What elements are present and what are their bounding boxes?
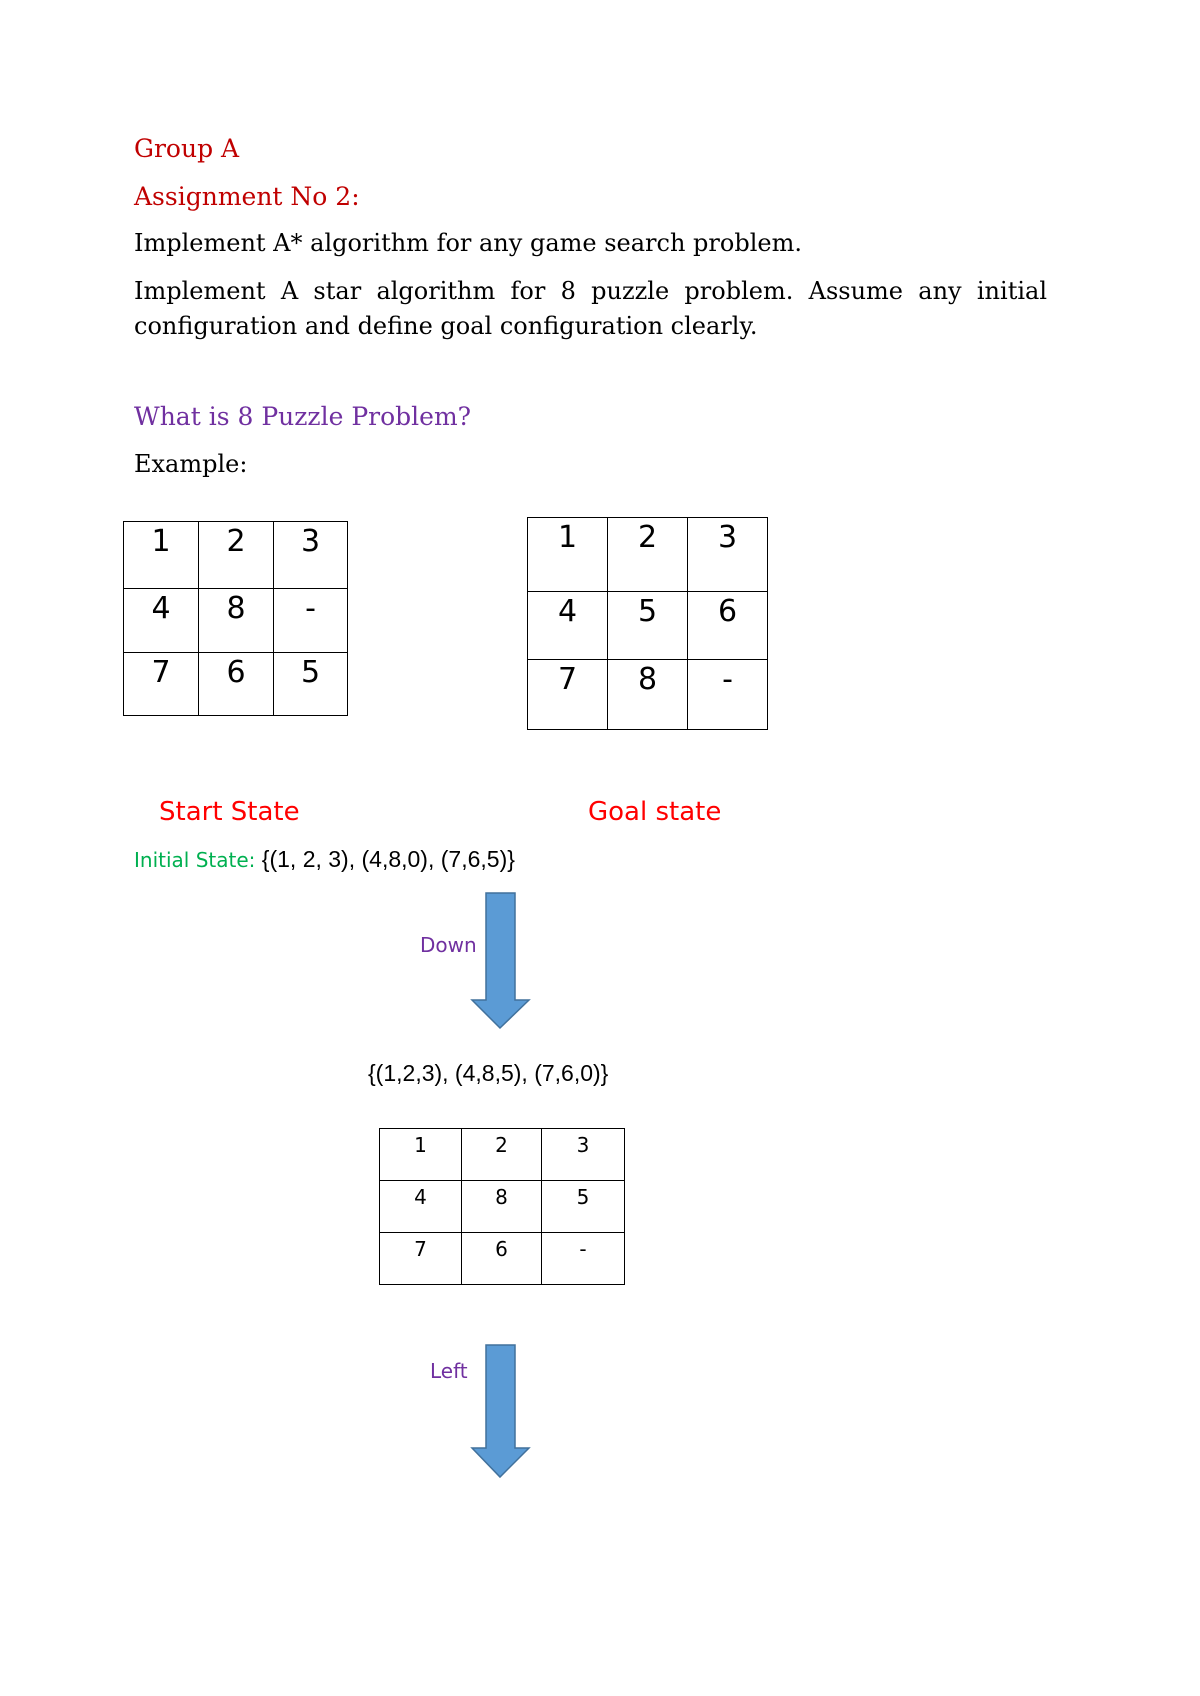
grid-cell: 1 [124, 522, 199, 589]
problem-statement-1: Implement A* algorithm for any game search problem. [134, 229, 802, 257]
grid-cell: 2 [608, 518, 688, 592]
next-state-grid [379, 1128, 625, 1285]
grid-cell: 5 [542, 1181, 625, 1233]
grid-cell: 4 [528, 592, 608, 660]
arrow-down-icon [470, 890, 532, 1032]
problem-statement-2: Implement A star algorithm for 8 puzzle problem. Assume any initial configuration and define goal configuration clearly. [134, 277, 1047, 340]
example-label: Example: [134, 450, 248, 478]
move-label-down: Down [420, 933, 477, 957]
group-heading: Group A [134, 134, 240, 163]
grid-cell: - [542, 1233, 625, 1285]
grid-cell: 7 [528, 660, 608, 730]
start-state-label: Start State [159, 797, 300, 827]
grid-cell: 4 [124, 589, 199, 653]
grid-cell: 2 [199, 522, 274, 589]
grid-cell: 1 [528, 518, 608, 592]
grid-cell: 4 [380, 1181, 462, 1233]
grid-cell: 6 [462, 1233, 542, 1285]
start-state-grid [123, 521, 348, 716]
next-state-tuple: {(1,2,3), (4,8,5), (7,6,0)} [368, 1060, 609, 1086]
grid-cell: 6 [199, 653, 274, 716]
initial-state-value: {(1, 2, 3), (4,8,0), (7,6,5)} [261, 846, 515, 872]
grid-cell: 6 [688, 592, 768, 660]
grid-cell: 2 [462, 1129, 542, 1181]
grid-cell: 8 [608, 660, 688, 730]
grid-cell: 7 [380, 1233, 462, 1285]
initial-state-label: Initial State: [134, 848, 256, 872]
arrow-down-icon [470, 1342, 532, 1482]
grid-cell: - [688, 660, 768, 730]
grid-cell: 5 [608, 592, 688, 660]
grid-cell: 8 [462, 1181, 542, 1233]
grid-cell: 3 [274, 522, 348, 589]
grid-cell: 3 [542, 1129, 625, 1181]
grid-cell: 5 [274, 653, 348, 716]
section-question: What is 8 Puzzle Problem? [134, 402, 472, 431]
grid-cell: - [274, 589, 348, 653]
grid-cell: 3 [688, 518, 768, 592]
grid-cell: 8 [199, 589, 274, 653]
grid-cell: 1 [380, 1129, 462, 1181]
grid-cell: 7 [124, 653, 199, 716]
goal-state-grid [527, 517, 768, 730]
goal-state-label: Goal state [588, 797, 722, 827]
move-label-left: Left [430, 1359, 468, 1383]
initial-state-line [134, 846, 515, 873]
assignment-heading: Assignment No 2: [134, 182, 360, 211]
